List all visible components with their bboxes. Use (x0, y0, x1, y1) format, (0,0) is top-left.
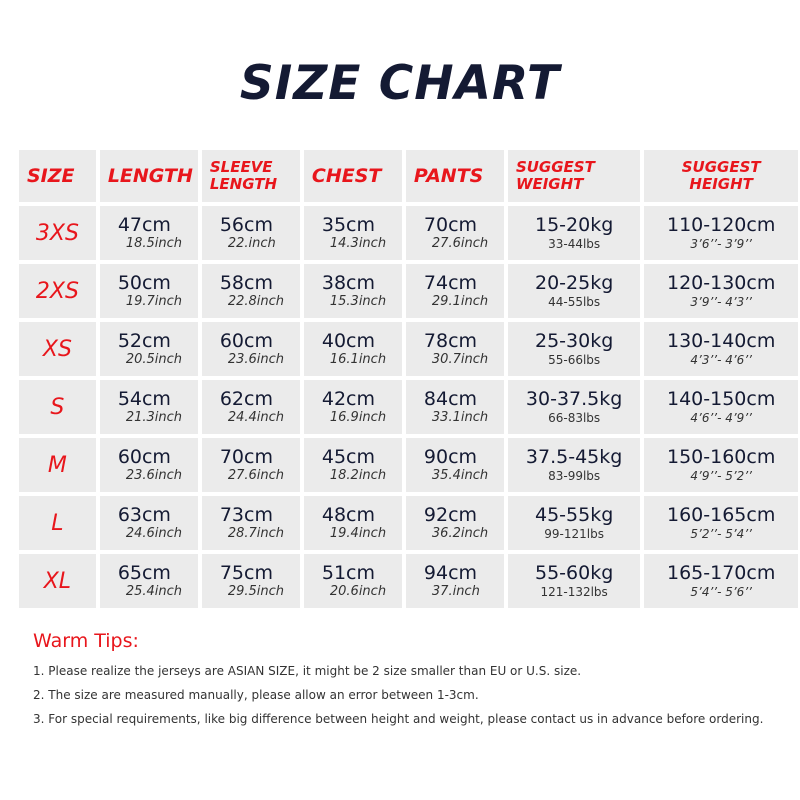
height-cell: 150-160cm 4’9’’- 5’2’’ (644, 438, 798, 492)
sleeve-cell: 70cm 27.6inch (202, 438, 300, 492)
header-row (19, 150, 798, 202)
length-cell: 65cm 25.4inch (100, 554, 198, 608)
length-cell: 47cm 18.5inch (100, 206, 198, 260)
weight-cell: 45-55kg 99-121lbs (508, 496, 640, 550)
chest-cell: 35cm 14.3inch (304, 206, 402, 260)
table-row (19, 554, 798, 608)
page-title: SIZE CHART (239, 56, 561, 111)
header-length: LENGTH (100, 150, 198, 202)
weight-cell: 15-20kg 33-44lbs (508, 206, 640, 260)
height-cell: 120-130cm 3’9’’- 4’3’’ (644, 264, 798, 318)
sleeve-cell: 56cm 22.inch (202, 206, 300, 260)
sleeve-cell: 60cm 23.6inch (202, 322, 300, 376)
table-row (19, 206, 798, 260)
pants-cell: 74cm 29.1inch (406, 264, 504, 318)
header-size: SIZE (19, 150, 96, 202)
chest-cell: 51cm 20.6inch (304, 554, 402, 608)
chest-cell: 38cm 15.3inch (304, 264, 402, 318)
height-cell: 160-165cm 5’2’’- 5’4’’ (644, 496, 798, 550)
table-row (19, 380, 798, 434)
chest-cell: 45cm 18.2inch (304, 438, 402, 492)
header-suggest-weight: SUGGEST WEIGHT (508, 150, 640, 202)
table-row (19, 438, 798, 492)
height-cell: 165-170cm 5’4’’- 5’6’’ (644, 554, 798, 608)
height-cell: 110-120cm 3’6’’- 3’9’’ (644, 206, 798, 260)
length-cell: 50cm 19.7inch (100, 264, 198, 318)
height-cell: 140-150cm 4’6’’- 4’9’’ (644, 380, 798, 434)
weight-cell: 25-30kg 55-66lbs (508, 322, 640, 376)
size-cell: XL (19, 554, 96, 608)
header-pants: PANTS (406, 150, 504, 202)
length-cell: 54cm 21.3inch (100, 380, 198, 434)
size-cell: XS (19, 322, 96, 376)
tip-1: 1. Please realize the jerseys are ASIAN SIZE, it might be 2 size smaller than EU or U.S. size. (33, 664, 582, 678)
tip-3: 3. For special requirements, like big difference between height and weight, please contact us in advance before ordering. (33, 712, 764, 726)
table-row (19, 322, 798, 376)
weight-cell: 20-25kg 44-55lbs (508, 264, 640, 318)
warm-tips-title: Warm Tips: (33, 630, 139, 652)
size-cell: S (19, 380, 96, 434)
size-cell: 2XS (19, 264, 96, 318)
weight-cell: 30-37.5kg 66-83lbs (508, 380, 640, 434)
chest-cell: 40cm 16.1inch (304, 322, 402, 376)
height-cell: 130-140cm 4’3’’- 4’6’’ (644, 322, 798, 376)
length-cell: 52cm 20.5inch (100, 322, 198, 376)
pants-cell: 70cm 27.6inch (406, 206, 504, 260)
length-cell: 60cm 23.6inch (100, 438, 198, 492)
size-cell: 3XS (19, 206, 96, 260)
sleeve-cell: 73cm 28.7inch (202, 496, 300, 550)
header-chest: CHEST (304, 150, 402, 202)
length-cell: 63cm 24.6inch (100, 496, 198, 550)
pants-cell: 94cm 37.inch (406, 554, 504, 608)
pants-cell: 92cm 36.2inch (406, 496, 504, 550)
sleeve-cell: 62cm 24.4inch (202, 380, 300, 434)
table-row (19, 496, 798, 550)
weight-cell: 37.5-45kg 83-99lbs (508, 438, 640, 492)
chest-cell: 42cm 16.9inch (304, 380, 402, 434)
chest-cell: 48cm 19.4inch (304, 496, 402, 550)
header-sleeve-length: SLEEVE LENGTH (202, 150, 300, 202)
pants-cell: 90cm 35.4inch (406, 438, 504, 492)
sleeve-cell: 75cm 29.5inch (202, 554, 300, 608)
pants-cell: 84cm 33.1inch (406, 380, 504, 434)
size-cell: L (19, 496, 96, 550)
header-suggest-height: SUGGEST HEIGHT (644, 150, 798, 202)
tip-2: 2. The size are measured manually, please allow an error between 1-3cm. (33, 688, 479, 702)
weight-cell: 55-60kg 121-132lbs (508, 554, 640, 608)
pants-cell: 78cm 30.7inch (406, 322, 504, 376)
size-chart-table (15, 146, 800, 612)
table-row (19, 264, 798, 318)
size-cell: M (19, 438, 96, 492)
sleeve-cell: 58cm 22.8inch (202, 264, 300, 318)
